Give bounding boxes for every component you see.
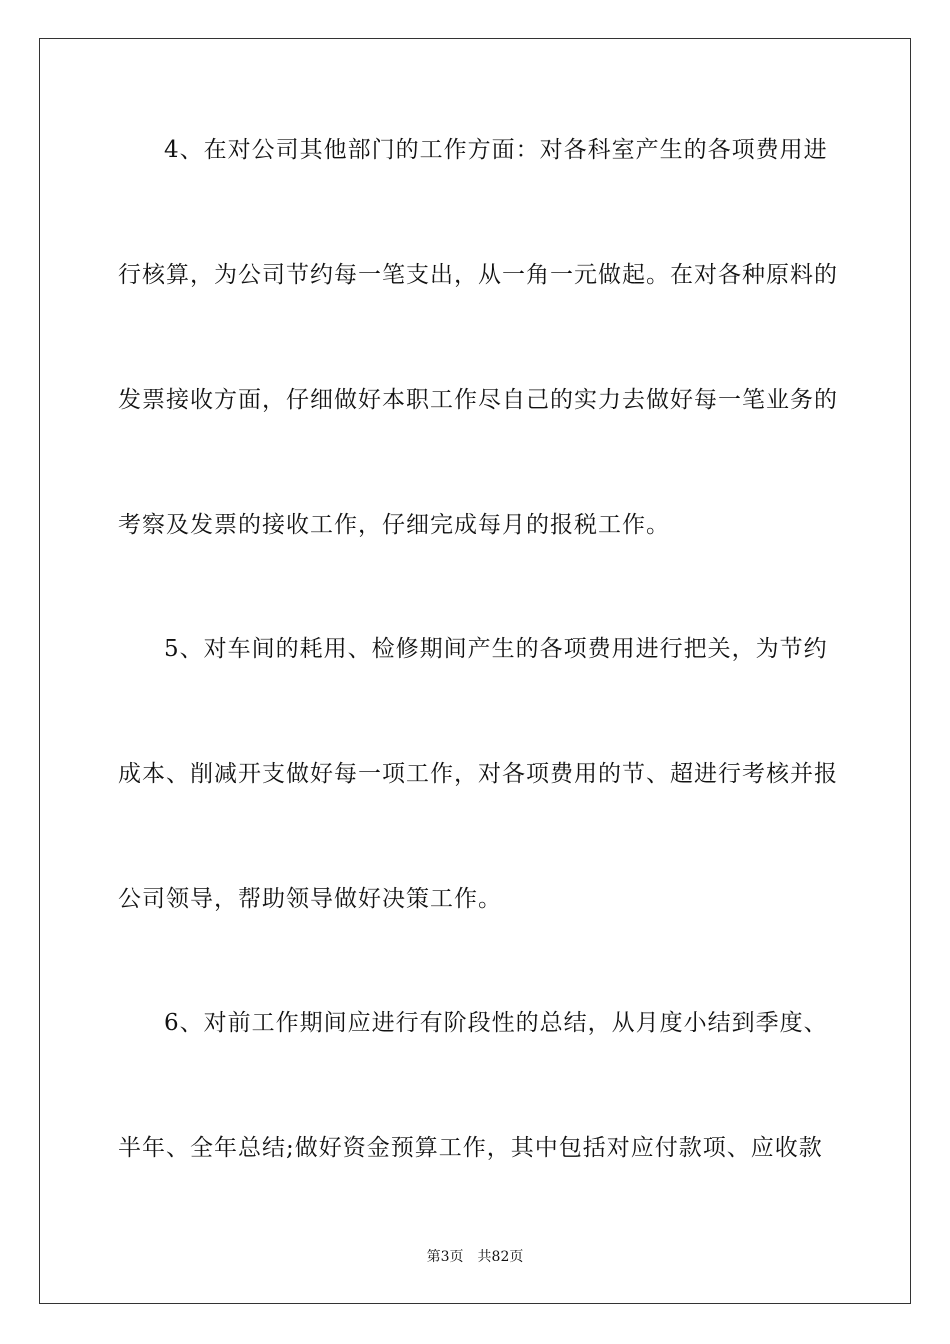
paragraph-5-line-2: 成本、削减开支做好每一项工作，对各项费用的节、超进行考核并报 bbox=[118, 761, 838, 787]
paragraph-4-line-4: 考察及发票的接收工作，仔细完成每月的报税工作。 bbox=[118, 512, 670, 538]
paragraph-6-line-2: 半年、全年总结;做好资金预算工作，其中包括对应付款项、应收款 bbox=[118, 1135, 823, 1161]
paragraph-4-line-2: 行核算，为公司节约每一笔支出，从一角一元做起。在对各种原料的 bbox=[118, 262, 838, 288]
paragraph-6-line-1: 6、对前工作期间应进行有阶段性的总结，从月度小结到季度、 bbox=[164, 1010, 828, 1036]
page-total: 共82页 bbox=[477, 1249, 524, 1265]
page-footer bbox=[0, 1248, 950, 1266]
paragraph-5-line-1: 5、对车间的耗用、检修期间产生的各项费用进行把关，为节约 bbox=[164, 636, 828, 662]
page-frame bbox=[39, 38, 911, 1304]
paragraph-4-line-1: 4、在对公司其他部门的工作方面：对各科室产生的各项费用进 bbox=[164, 137, 828, 163]
paragraph-5-line-3: 公司领导，帮助领导做好决策工作。 bbox=[118, 886, 502, 912]
paragraph-4-line-3: 发票接收方面，仔细做好本职工作尽自己的实力去做好每一笔业务的 bbox=[118, 387, 838, 413]
page-number: 第3页 bbox=[426, 1249, 464, 1265]
